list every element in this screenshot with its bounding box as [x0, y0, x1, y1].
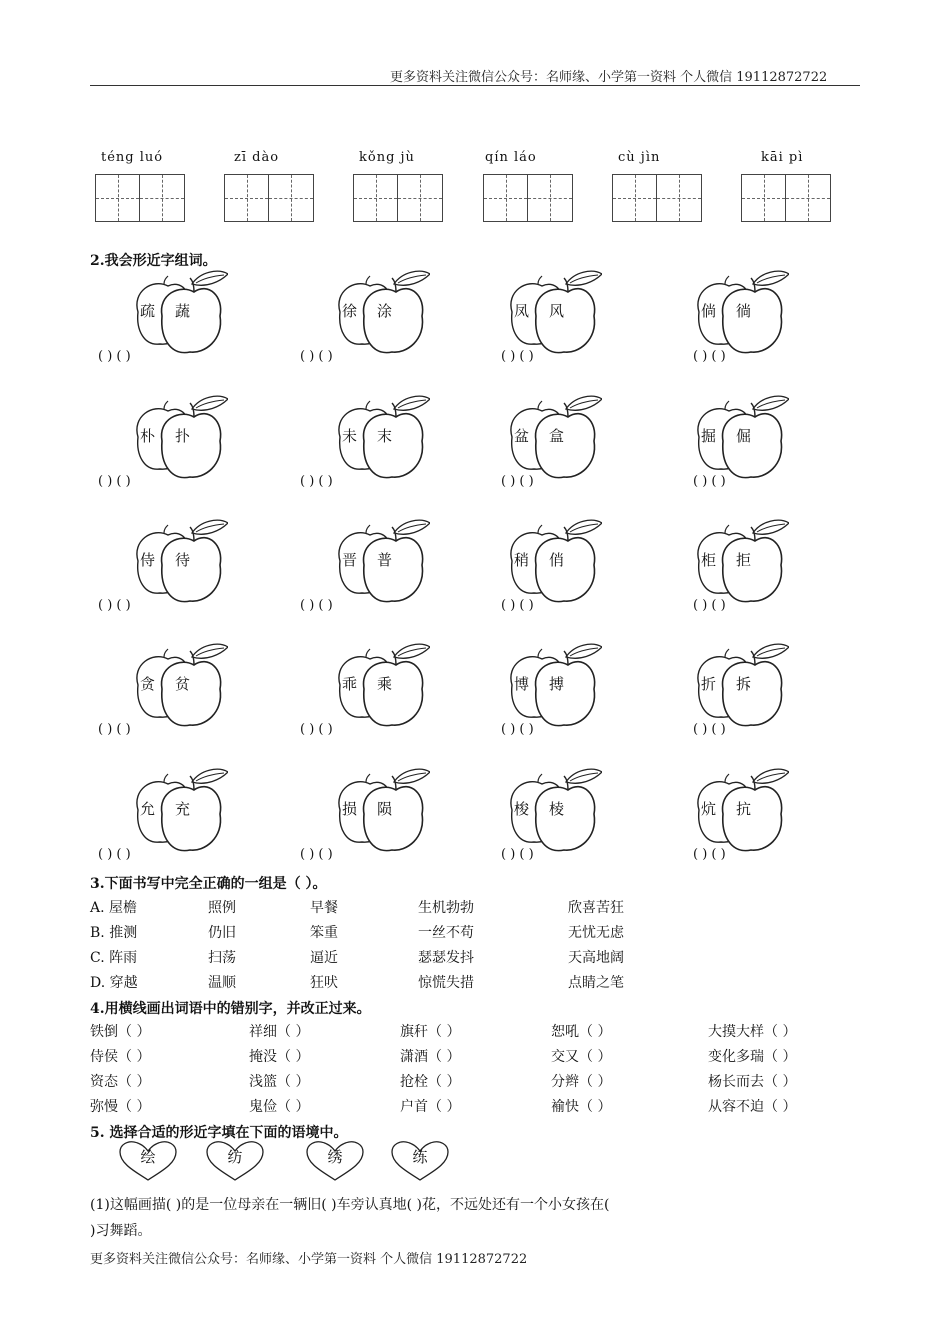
char-left: 晋 [342, 551, 358, 569]
char-left: 允 [140, 800, 156, 818]
pinyin-item [95, 150, 190, 222]
char-left: 徐 [342, 302, 358, 320]
char-right: 徜 [736, 302, 752, 320]
typo-word-item[interactable]: 资态（ ） [90, 1074, 151, 1090]
section-4-title: 4.用横线画出词语中的错别字，并改正过来。 [90, 1001, 371, 1017]
typo-word-item[interactable]: 抢栓（ ） [400, 1074, 461, 1090]
char-right: 棱 [549, 800, 565, 818]
apple-pair [502, 395, 602, 475]
option-word: 无忧无虑 [568, 925, 624, 941]
char-left: 贪 [140, 675, 156, 693]
typo-word-item[interactable]: 弥慢（ ） [90, 1099, 151, 1115]
apple-pair [330, 395, 430, 475]
pinyin-text: kāi pì [761, 150, 804, 165]
option-word: 生机勃勃 [418, 900, 474, 916]
section-3-title: 3.下面书写中完全正确的一组是（ ）。 [90, 876, 327, 892]
apple-pair [689, 395, 789, 475]
apple-pair [502, 270, 602, 350]
answer-blanks[interactable]: ( ) ( ) [501, 598, 534, 613]
typo-word-item[interactable]: 潇酒（ ） [400, 1049, 461, 1065]
char-right: 蔬 [175, 302, 191, 320]
section-5-title: 5. 选择合适的形近字填在下面的语境中。 [90, 1125, 348, 1141]
apple-pair [330, 519, 430, 599]
typo-word-item[interactable]: 掩没（ ） [249, 1049, 310, 1065]
char-left: 盆 [514, 427, 530, 445]
heart-char: 纺 [227, 1148, 243, 1166]
typo-word-item[interactable]: 从容不迫（ ） [708, 1099, 797, 1115]
char-left: 乖 [342, 675, 358, 693]
answer-blanks[interactable]: ( ) ( ) [693, 349, 726, 364]
char-left: 博 [514, 675, 530, 693]
answer-blanks[interactable]: ( ) ( ) [693, 598, 726, 613]
char-left: 掘 [701, 427, 717, 445]
answer-blanks[interactable]: ( ) ( ) [501, 474, 534, 489]
page-footer: 更多资料关注微信公众号：名师缘、小学第一资料 个人微信 19112872722 [90, 1252, 528, 1267]
sentence-line-2: )习舞蹈。 [90, 1223, 152, 1239]
apple-pair [689, 643, 789, 723]
typo-word-item[interactable]: 褕快（ ） [551, 1099, 612, 1115]
apple-pair [128, 270, 228, 350]
answer-blanks[interactable]: ( ) ( ) [501, 847, 534, 862]
option-label-word[interactable]: D. 穿越 [90, 975, 138, 991]
answer-blanks[interactable]: ( ) ( ) [300, 349, 333, 364]
section-5-sentence [90, 1192, 865, 1244]
answer-blanks[interactable]: ( ) ( ) [693, 474, 726, 489]
char-left: 倘 [701, 302, 717, 320]
typo-word-item[interactable]: 侍侯（ ） [90, 1049, 151, 1065]
char-right: 搏 [549, 675, 565, 693]
apple-pair [128, 643, 228, 723]
answer-blanks[interactable]: ( ) ( ) [300, 847, 333, 862]
char-right: 待 [175, 551, 191, 569]
option-label-word[interactable]: C. 阵雨 [90, 950, 138, 966]
char-left: 未 [342, 427, 358, 445]
answer-blanks[interactable]: ( ) ( ) [98, 474, 131, 489]
answer-blanks[interactable]: ( ) ( ) [98, 349, 131, 364]
option-word: 点睛之笔 [568, 975, 624, 991]
pinyin-item [483, 150, 578, 222]
header-divider [90, 85, 860, 86]
typo-word-item[interactable]: 交又（ ） [551, 1049, 612, 1065]
answer-blanks[interactable]: ( ) ( ) [300, 474, 333, 489]
typo-word-item[interactable]: 浅篮（ ） [249, 1074, 310, 1090]
option-label-word[interactable]: A. 屋檐 [90, 900, 138, 916]
char-right: 末 [377, 427, 393, 445]
char-right: 扑 [175, 427, 191, 445]
typo-word-item[interactable]: 鬼俭（ ） [249, 1099, 310, 1115]
pinyin-text: kǒng jù [359, 150, 415, 165]
pinyin-item [224, 150, 319, 222]
option-word: 惊慌失措 [418, 975, 474, 991]
char-left: 梭 [514, 800, 530, 818]
char-right: 陨 [377, 800, 393, 818]
char-right: 充 [175, 800, 191, 818]
heart-choice [118, 1140, 178, 1182]
char-left: 侍 [140, 551, 156, 569]
apple-pair [689, 768, 789, 848]
option-word: 仍旧 [208, 925, 236, 941]
heart-choice [205, 1140, 265, 1182]
apple-pair [128, 768, 228, 848]
apple-pair [689, 519, 789, 599]
char-right: 盒 [549, 427, 565, 445]
heart-choice [390, 1140, 450, 1182]
answer-blanks[interactable]: ( ) ( ) [501, 722, 534, 737]
apple-pair [330, 768, 430, 848]
option-word: 瑟瑟发抖 [418, 950, 474, 966]
writing-grid[interactable] [612, 174, 707, 222]
option-label-word[interactable]: B. 推测 [90, 925, 138, 941]
typo-word-item[interactable]: 分辫（ ） [551, 1074, 612, 1090]
option-word: 早餐 [310, 900, 338, 916]
pinyin-item [612, 150, 707, 222]
answer-blanks[interactable]: ( ) ( ) [98, 722, 131, 737]
option-word: 天高地阔 [568, 950, 624, 966]
heart-choice [305, 1140, 365, 1182]
pinyin-item [353, 150, 448, 222]
char-right: 贫 [175, 675, 191, 693]
option-word: 一丝不苟 [418, 925, 474, 941]
pinyin-text: téng luó [101, 150, 164, 165]
pinyin-text: qín láo [485, 150, 537, 165]
char-right: 普 [377, 551, 393, 569]
writing-grid[interactable] [224, 174, 319, 222]
heart-char: 练 [412, 1148, 428, 1166]
option-word: 笨重 [310, 925, 338, 941]
option-word: 照例 [208, 900, 236, 916]
char-right: 抗 [736, 800, 752, 818]
option-word: 逼近 [310, 950, 338, 966]
section-2-title: 2.我会形近字组词。 [90, 253, 217, 269]
char-left: 稍 [514, 551, 530, 569]
char-left: 折 [701, 675, 717, 693]
apple-pair [502, 768, 602, 848]
option-word: 欣喜苦狂 [568, 900, 624, 916]
apple-pair [128, 519, 228, 599]
typo-word-item[interactable]: 杨长而去（ ） [708, 1074, 797, 1090]
typo-word-item[interactable]: 祥细（ ） [249, 1024, 310, 1040]
char-right: 拆 [736, 675, 752, 693]
answer-blanks[interactable]: ( ) ( ) [501, 349, 534, 364]
char-right: 拒 [736, 551, 752, 569]
apple-pair [128, 395, 228, 475]
writing-grid[interactable] [483, 174, 578, 222]
typo-word-item[interactable]: 铁倒（ ） [90, 1024, 151, 1040]
writing-grid[interactable] [353, 174, 448, 222]
option-word: 温顺 [208, 975, 236, 991]
char-left: 疏 [140, 302, 156, 320]
typo-word-item[interactable]: 旗秆（ ） [400, 1024, 461, 1040]
answer-blanks[interactable]: ( ) ( ) [300, 722, 333, 737]
apple-pair [330, 270, 430, 350]
char-right: 俏 [549, 551, 565, 569]
sentence-line-1: (1)这幅画描( )的是一位母亲在一辆旧( )车旁认真地( )花，不远处还有一个小女孩在( [90, 1197, 610, 1213]
pinyin-text: cù jìn [618, 150, 661, 165]
char-right: 乘 [377, 675, 393, 693]
apple-pair [502, 643, 602, 723]
char-right: 涂 [377, 302, 393, 320]
heart-char: 绘 [140, 1148, 156, 1166]
apple-pair [689, 270, 789, 350]
writing-grid[interactable] [95, 174, 190, 222]
option-word: 扫荡 [208, 950, 236, 966]
pinyin-item [741, 150, 836, 222]
char-left: 柜 [701, 551, 717, 569]
answer-blanks[interactable]: ( ) ( ) [98, 598, 131, 613]
apple-pair [502, 519, 602, 599]
typo-word-item[interactable]: 恕吼（ ） [551, 1024, 612, 1040]
char-right: 风 [549, 302, 565, 320]
char-left: 炕 [701, 800, 717, 818]
answer-blanks[interactable]: ( ) ( ) [98, 847, 131, 862]
typo-word-item[interactable]: 变化多瑞（ ） [708, 1049, 797, 1065]
apple-pair [330, 643, 430, 723]
answer-blanks[interactable]: ( ) ( ) [693, 847, 726, 862]
answer-blanks[interactable]: ( ) ( ) [693, 722, 726, 737]
char-right: 倔 [736, 427, 752, 445]
answer-blanks[interactable]: ( ) ( ) [300, 598, 333, 613]
pinyin-text: zī dào [234, 150, 280, 165]
char-left: 损 [342, 800, 358, 818]
page-header: 更多资料关注微信公众号：名师缘、小学第一资料 个人微信 19112872722 [390, 70, 828, 85]
typo-word-item[interactable]: 大摸大样（ ） [708, 1024, 797, 1040]
writing-grid[interactable] [741, 174, 836, 222]
option-word: 狂吠 [310, 975, 338, 991]
char-left: 朴 [140, 427, 156, 445]
char-left: 凤 [514, 302, 530, 320]
typo-word-item[interactable]: 户首（ ） [400, 1099, 461, 1115]
heart-char: 绣 [327, 1148, 343, 1166]
